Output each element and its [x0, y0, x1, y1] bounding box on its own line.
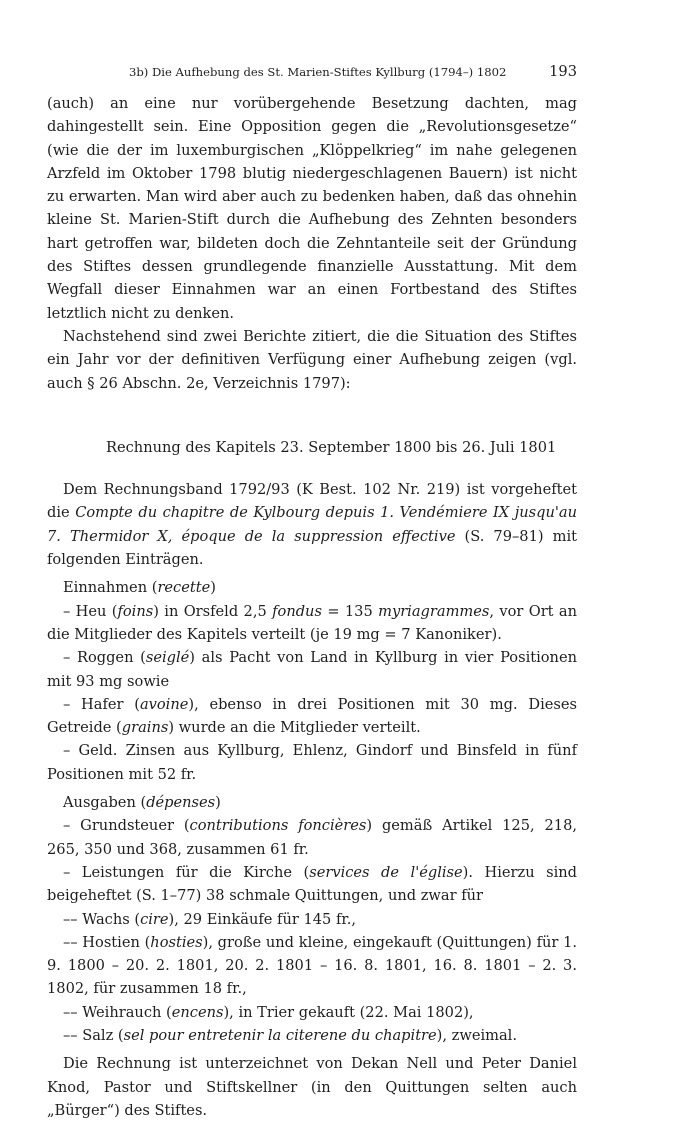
book-page — [47, 0, 578, 1119]
entry-geld: – Geld. Zinsen aus Kyllburg, Ehlenz, Gindorf und Binsfeld in fünf Positionen mit 52 fr. — [47, 742, 577, 783]
french-title: Compte du chapitre de Kylbourg depuis 1. Vendémiere IX jusqu'au 7. Thermidor X, époque de la suppression effective — [47, 504, 577, 545]
running-title: 3b) Die Aufhebung des St. Marien-Stiftes Kyllburg (1794–) 1802 — [129, 65, 507, 79]
page-number: 193 — [549, 63, 577, 80]
entry-wachs: –– Wachs (cire), 29 Einkäufe für 145 fr., — [63, 910, 357, 928]
entry-hafer: – Hafer (avoine), ebenso in drei Positionen mit 30 mg. Dieses Getreide (grains) wurde an die Mitglieder verteilt. — [47, 695, 577, 737]
entry-grundsteuer: – Grundsteuer (contributions foncières) gemäß Artikel 125, 218, 265, 350 und 368, zusammen 61 fr. — [47, 817, 578, 858]
paragraph-reports-intro: Nachstehend sind zwei Berichte zitiert, die die Situation des Stiftes ein Jahr vor der definitiven Verfügung einer Aufhebung zeigen (vgl. auch § 26 Abschn. 2e, Verzeichnis 1797): — [47, 327, 577, 392]
entry-weihrauch: –– Weihrauch (encens), in Trier gekauft (22. Mai 1802), — [63, 1003, 474, 1021]
ausgaben-heading: Ausgaben (dépenses) — [63, 794, 221, 812]
page-body — [47, 92, 577, 1122]
einnahmen-heading: Einnahmen (recette) — [63, 579, 216, 597]
entry-salz: –– Salz (sel pour entretenir la citerene du chapitre), zweimal. — [63, 1026, 517, 1044]
paragraph-signature: Die Rechnung ist unterzeichnet von Dekan Nell und Peter Daniel Knod, Pastor und Stiftskellner (in den Quittungen selten auch „Bürger“) des Stiftes. — [47, 1055, 577, 1119]
section-heading: Rechnung des Kapitels 23. September 1800 bis 26. Juli 1801 — [106, 438, 557, 456]
entry-kirche: – Leistungen für die Kirche (services de l'église). Hierzu sind beigeheftet (S. 1–77) 38 schmale Quittungen, und zwar für — [47, 863, 577, 905]
running-head — [47, 62, 577, 82]
paragraph-continuation: (auch) an eine nur vorübergehende Besetzung dachten, mag dahingestellt sein. Eine Opposition gegen die „Revolutionsgesetze“ (wie die der im luxemburgischen „Klöppelkrieg“ im nahe gelegenen Arzfeld im Oktober 1798 blutig niedergeschlagenen Bauern) ist nicht zu erwarten. Man wird aber auch zu bedenken haben, daß das ohnehin kleine St. Marien-Stift durch die Aufhebung des Zehnten besonders hart getroffen war, bildeten doch die Zehntanteile seit der Gründung des Stiftes dessen grundlegende finanzielle Ausstattung. Mit dem Wegfall dieser Einnahmen war an einen Fortbestand des Stiftes letztlich nicht zu denken. — [47, 95, 577, 322]
entry-hostien: –– Hostien (hosties), große und kleine, eingekauft (Quittungen) für 1. 9. 1800 – 20. 2. 1801, 20. 2. 1801 – 16. 8. 1801, 16. 8. 1801 – 2. 3. 1802, für zusammen 18 fr., — [47, 933, 577, 998]
entry-roggen: – Roggen (seiglé) als Pacht von Land in Kyllburg in vier Positionen mit 93 mg sowie — [47, 649, 577, 690]
entry-heu: – Heu (foins) in Orsfeld 2,5 fondus = 135 myriagrammes, vor Ort an die Mitglieder des Kapitels verteilt (je 19 mg = 7 Kanoniker). — [47, 602, 578, 643]
paragraph-rechnungsband: Dem Rechnungsband 1792/93 (K Best. 102 Nr. 219) ist vorgeheftet die Compte du chapitre de Kylbourg depuis 1. Vendémiere IX jusqu'au 7. Thermidor X, époque de la suppression effective (S. 79–81) mit folgenden Einträgen. — [47, 481, 577, 569]
